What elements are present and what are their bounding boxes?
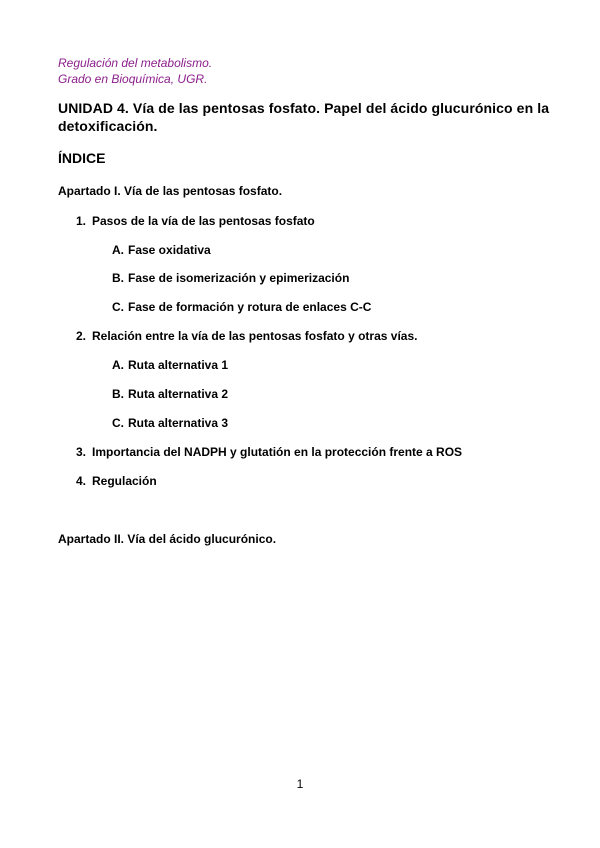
header-degree-line: Grado en Bioquímica, UGR. <box>58 72 208 86</box>
item-marker: C. <box>112 300 124 314</box>
header-course-line: Regulación del metabolismo. <box>58 56 213 70</box>
section-heading-2: Apartado II. Vía del ácido glucurónico. <box>58 532 277 546</box>
item-marker: 3. <box>76 445 87 459</box>
item-label: Ruta alternativa 3 <box>128 416 229 430</box>
index-item-2 <box>76 329 417 343</box>
item-label: Relación entre la vía de las pentosas fosfato y otras vías. <box>92 329 418 343</box>
item-marker: A. <box>112 243 124 257</box>
item-label: Fase de isomerización y epimerización <box>128 271 350 285</box>
item-marker: 2. <box>76 329 87 343</box>
index-item-1 <box>76 214 315 228</box>
index-item-4 <box>76 474 157 488</box>
item-marker: 1. <box>76 214 87 228</box>
index-subitem-2a <box>112 358 228 372</box>
item-marker: C. <box>112 416 124 430</box>
section-heading-1: Apartado I. Vía de las pentosas fosfato. <box>58 184 283 198</box>
item-marker: B. <box>112 271 124 285</box>
index-heading: ÍNDICE <box>58 150 106 166</box>
item-label: Ruta alternativa 1 <box>128 358 229 372</box>
page-number: 1 <box>296 777 304 791</box>
item-label: Fase de formación y rotura de enlaces C-C <box>128 300 372 314</box>
item-label: Importancia del NADPH y glutatión en la protección frente a ROS <box>92 445 463 459</box>
index-item-3 <box>76 445 462 459</box>
item-marker: 4. <box>76 474 87 488</box>
index-subitem-1a <box>112 243 211 257</box>
item-label: Fase oxidativa <box>128 243 211 257</box>
index-subitem-1c <box>112 300 371 314</box>
item-label: Ruta alternativa 2 <box>128 387 229 401</box>
item-label: Regulación <box>92 474 157 488</box>
item-label: Pasos de la vía de las pentosas fosfato <box>92 214 315 228</box>
index-subitem-1b <box>112 271 349 285</box>
item-marker: B. <box>112 387 124 401</box>
unit-title: UNIDAD 4. Vía de las pentosas fosfato. Papel del ácido glucurónico en la detoxificación. <box>58 100 550 134</box>
index-subitem-2b <box>112 387 228 401</box>
index-subitem-2c <box>112 416 228 430</box>
item-marker: A. <box>112 358 124 372</box>
